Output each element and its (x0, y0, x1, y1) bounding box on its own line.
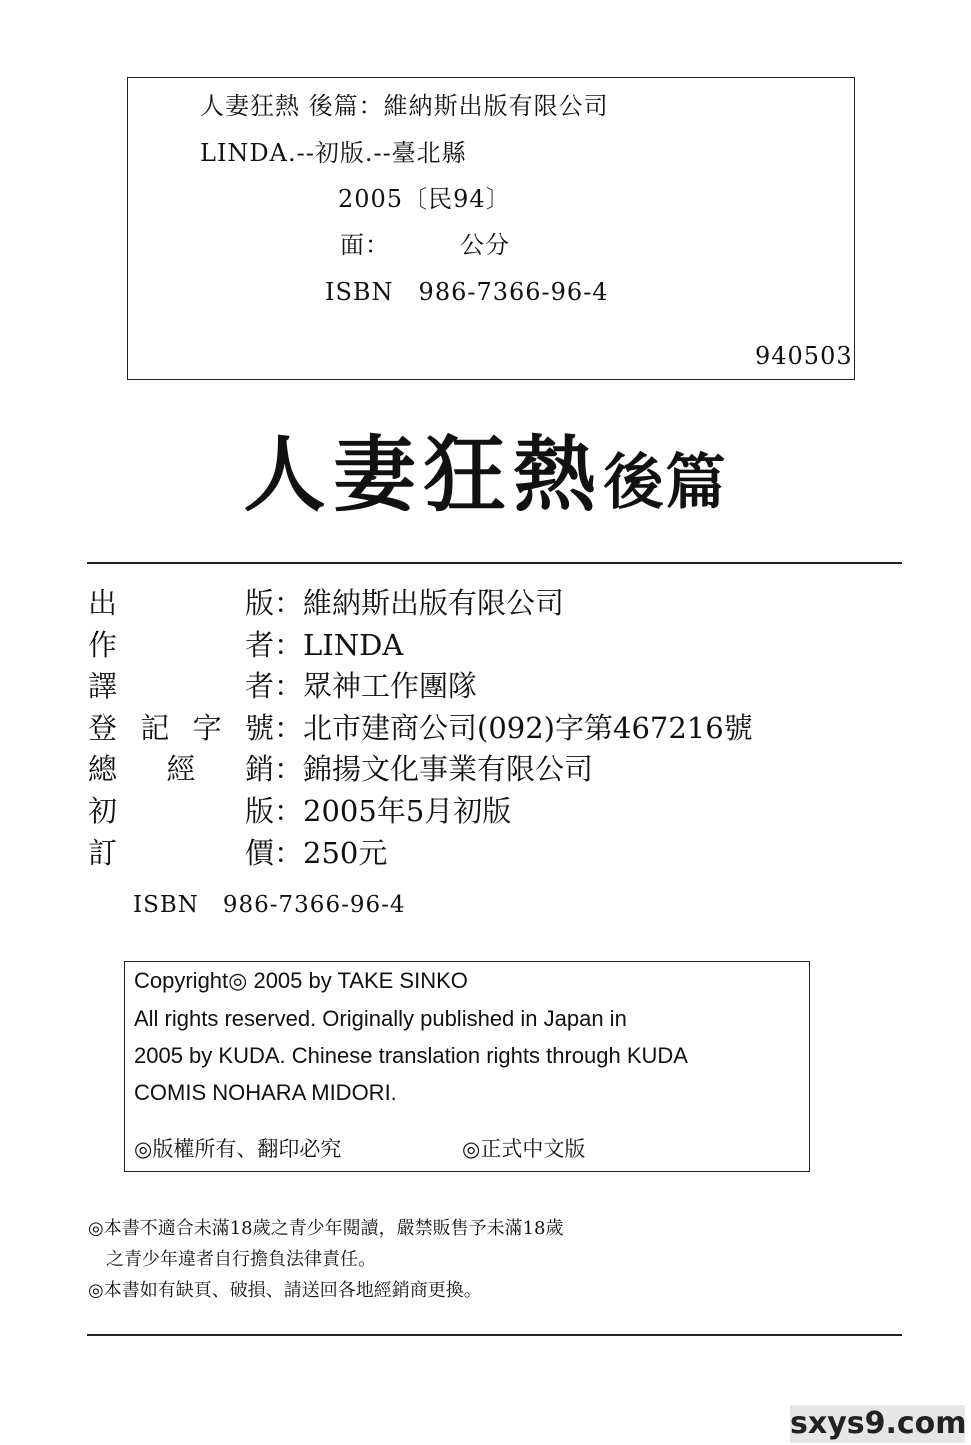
page-title (0, 410, 971, 527)
note-line: 之青少年違者自行擔負法律責任。 (106, 1249, 376, 1270)
colophon-row-publisher (88, 583, 564, 623)
copyright-line: All rights reserved. Originally published in Japan in (134, 1006, 627, 1031)
cip-isbn: ISBN 986-7366-96-4 (325, 278, 609, 306)
copyright-notice-right: ◎正式中文版 (462, 1137, 586, 1161)
cip-dimension-unit: 公分 (460, 231, 510, 259)
colophon-colon: ： (274, 711, 304, 745)
colophon-label: 訂價 (88, 836, 274, 870)
colophon-row-distributor (88, 749, 593, 789)
colophon-value: 眾神工作團隊 (303, 669, 478, 703)
colophon-colon: ： (274, 752, 304, 786)
colophon-colon: ： (274, 794, 304, 828)
colophon-colon: ： (274, 586, 304, 620)
colophon-row-first-edition (88, 791, 511, 831)
colophon-value: 2005年5月初版 (303, 794, 512, 828)
colophon-label: 作者 (88, 628, 274, 662)
colophon-label: 初版 (88, 794, 274, 828)
colophon-value: 250元 (303, 836, 388, 870)
colophon-colon: ： (274, 669, 304, 703)
copyright-line: COMIS NOHARA MIDORI. (134, 1080, 397, 1105)
copyright-line: Copyright◎ 2005 by TAKE SINKO (134, 968, 468, 993)
colophon-label: 總經銷 (88, 752, 274, 786)
cip-title-line: 人妻狂熱 後篇：維納斯出版有限公司 (200, 92, 609, 120)
colophon-value: 維納斯出版有限公司 (303, 586, 565, 620)
colophon-row-registration (88, 708, 753, 748)
cip-edition-line: LINDA.--初版.--臺北縣 (200, 139, 467, 167)
colophon-colon: ： (274, 836, 304, 870)
colophon-value: 北市建商公司(092)字第467216號 (303, 711, 753, 745)
copyright-line: 2005 by KUDA. Chinese translation rights through KUDA (134, 1043, 688, 1068)
colophon-colon: ： (274, 628, 304, 662)
divider-top (87, 562, 902, 564)
watermark-logo: sxys9.com (790, 1406, 967, 1441)
colophon-label: 登記字號 (88, 711, 274, 745)
copyright-notice-left: ◎版權所有、翻印必究 (134, 1137, 342, 1161)
note-line: ◎本書不適合未滿18歲之青少年閱讀，嚴禁販售予未滿18歲 (88, 1218, 564, 1239)
note-line: ◎本書如有缺頁、破損、請送回各地經銷商更換。 (88, 1280, 482, 1301)
colophon-value: 錦揚文化事業有限公司 (303, 752, 594, 786)
colophon-value: LINDA (303, 628, 404, 662)
title-sub: 後篇 (603, 448, 728, 518)
colophon-row-price (88, 833, 387, 873)
cip-dimension-label: 面： (340, 231, 390, 259)
colophon-row-author (88, 625, 403, 665)
colophon-label: 出版 (88, 586, 274, 620)
isbn-line: ISBN 986-7366-96-4 (133, 892, 406, 918)
cip-year-line: 2005〔民94〕 (338, 185, 511, 213)
divider-bottom (87, 1334, 902, 1336)
cip-code: 940503 (755, 342, 853, 370)
colophon-row-translator (88, 666, 477, 706)
colophon-label: 譯者 (88, 669, 274, 703)
title-main: 人妻狂熱 (243, 427, 604, 523)
